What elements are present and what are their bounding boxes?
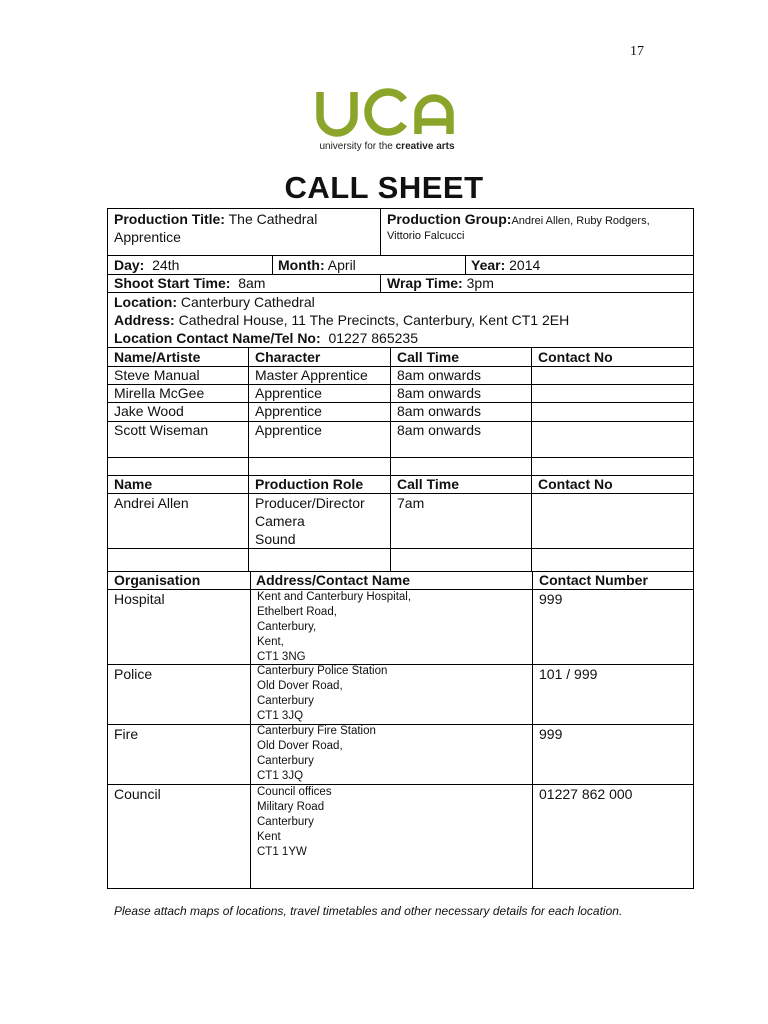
cast-name: Scott Wiseman [114,422,209,438]
cast-header-name: Name/Artiste [114,349,201,365]
year-field: Year: 2014 [471,257,541,273]
day-field: Day: 24th [114,257,180,273]
production-group-cont: Vittorio Falcucci [387,230,465,242]
crew-header-call-time: Call Time [397,476,459,492]
cast-character: Apprentice [255,385,322,401]
call-sheet-table [107,208,694,572]
cast-name: Steve Manual [114,367,200,383]
production-group: Production Group:Andrei Allen, Ruby Rodgers, [387,211,650,227]
org-number: 999 [539,591,563,607]
address-field: Address: Cathedral House, 11 The Precincts, Canterbury, Kent CT1 2EH [114,312,570,328]
page-number: 17 [630,44,644,59]
org-address: Kent and Canterbury Hospital, Ethelbert Road, Canterbury, Kent, CT1 3NG [257,591,412,663]
org-address: Canterbury Police Station Old Dover Road, Canterbury CT1 3JQ [257,665,388,722]
crew-header-role: Production Role [255,476,364,492]
emergency-header-number: Contact Number [539,572,648,588]
org-address: Council offices Military Road Canterbury Kent CT1 1YW [257,786,332,858]
emergency-contacts-table [107,571,694,889]
uca-logo-mark [312,86,462,138]
month-field: Month: April [278,257,356,273]
cast-character: Master Apprentice [255,367,368,383]
cast-call-time: 8am onwards [397,385,482,401]
org-number: 999 [539,726,563,742]
crew-call-time: 7am [397,495,425,511]
location-contact-field: Location Contact Name/Tel No: 01227 865235 [114,330,418,346]
org-name: Hospital [114,591,165,607]
page-title: CALL SHEET [284,170,484,205]
emergency-header-org: Organisation [114,572,201,588]
cast-name: Mirella McGee [114,385,205,401]
crew-name: Andrei Allen [114,495,189,511]
cast-header-contact: Contact No [538,349,613,365]
crew-role: Camera [255,513,305,529]
org-name: Police [114,666,153,682]
org-name: Fire [114,726,139,742]
cast-call-time: 8am onwards [397,422,482,438]
org-name: Council [114,786,161,802]
production-title: Production Title: The Cathedral [114,211,318,227]
org-address: Canterbury Fire Station Old Dover Road, Canterbury CT1 3JQ [257,725,376,782]
uca-logo [312,86,462,156]
logo-tagline: university for the creative arts [319,141,455,152]
shoot-start-time: Shoot Start Time: 8am [114,275,266,291]
production-title-cont: Apprentice [114,229,181,245]
cast-character: Apprentice [255,403,322,419]
cast-character: Apprentice [255,422,322,438]
crew-role: Producer/Director [255,495,365,511]
cast-call-time: 8am onwards [397,403,482,419]
crew-role: Sound [255,531,296,547]
org-number: 01227 862 000 [539,786,633,802]
org-number: 101 / 999 [539,666,598,682]
cast-header-character: Character [255,349,321,365]
cast-name: Jake Wood [114,403,184,419]
cast-header-call-time: Call Time [397,349,459,365]
emergency-header-address: Address/Contact Name [256,572,411,588]
wrap-time: Wrap Time: 3pm [387,275,494,291]
crew-header-contact: Contact No [538,476,613,492]
crew-header-name: Name [114,476,153,492]
cast-call-time: 8am onwards [397,367,482,383]
footer-note: Please attach maps of locations, travel timetables and other necessary details for each location. [114,904,623,918]
location-field: Location: Canterbury Cathedral [114,294,315,310]
